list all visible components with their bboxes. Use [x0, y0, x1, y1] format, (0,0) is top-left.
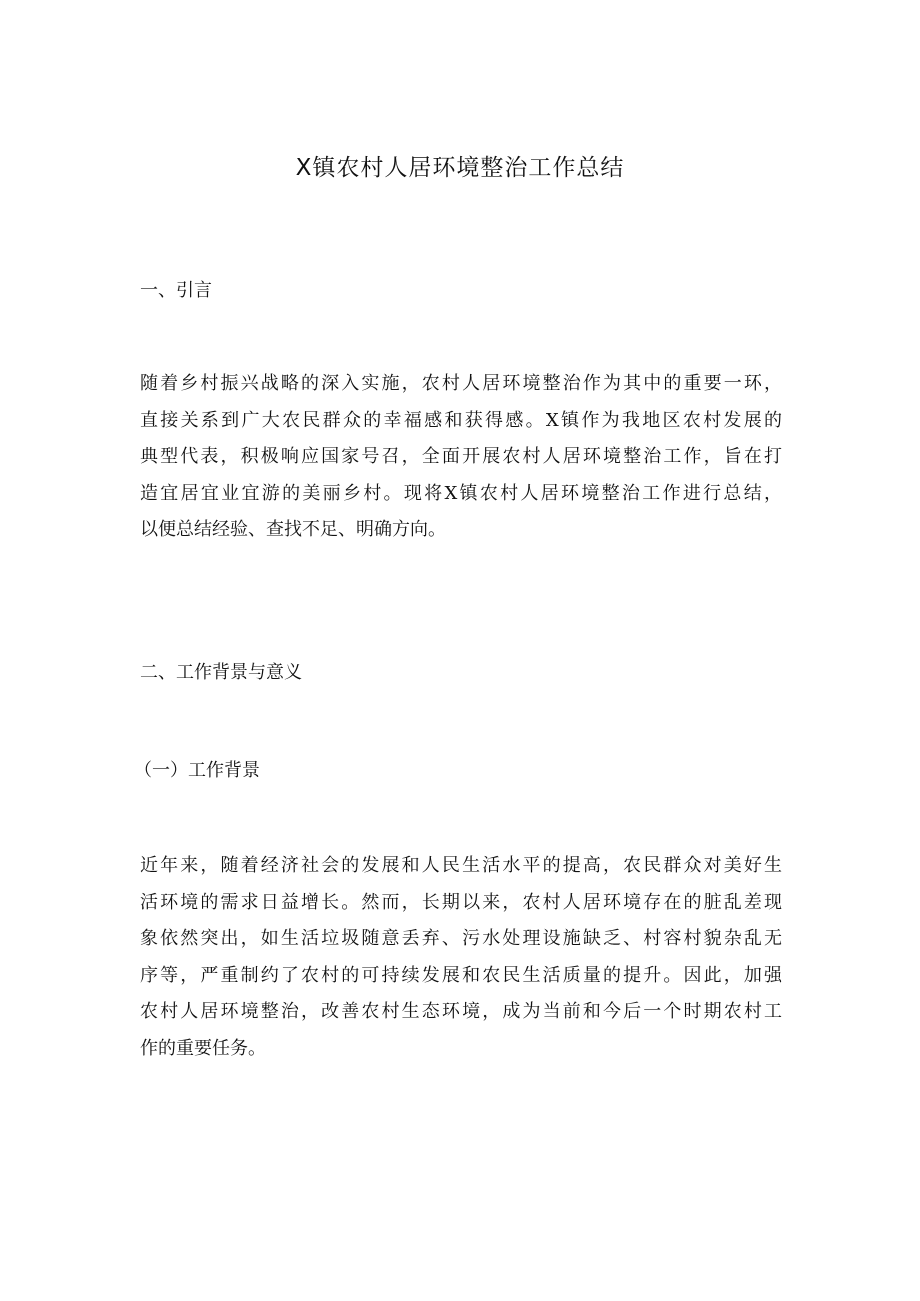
paragraph-line: 典型代表，积极响应国家号召，全面开展农村人居环境整治工作，旨在打: [140, 446, 782, 467]
introduction-paragraph: [140, 366, 782, 549]
paragraph-line: 象依然突出，如生活垃圾随意丢弃、污水处理设施缺乏、村容村貌杂乱无: [140, 928, 782, 949]
paragraph-line: 近年来，随着经济社会的发展和人民生活水平的提高，农民群众对美好生: [140, 855, 782, 876]
section-heading-introduction: 一、引言: [140, 280, 212, 301]
paragraph-line: 农村人居环境整治，改善农村生态环境，成为当前和今后一个时期农村工: [140, 1001, 782, 1022]
paragraph-line: 随着乡村振兴战略的深入实施，农村人居环境整治作为其中的重要一环，: [140, 373, 782, 394]
paragraph-line: 作的重要任务。: [140, 1037, 266, 1059]
section-heading-background: 二、工作背景与意义: [140, 662, 302, 683]
background-paragraph: [140, 848, 782, 1067]
paragraph-line: 以便总结经验、查找不足、明确方向。: [140, 519, 446, 540]
document-title: X镇农村人居环境整治工作总结: [295, 155, 625, 181]
paragraph-line: 活环境的需求日益增长。然而，长期以来，农村人居环境存在的脏乱差现: [140, 891, 782, 913]
paragraph-line: 序等，严重制约了农村的可持续发展和农民生活质量的提升。因此，加强: [140, 964, 782, 986]
paragraph-line: 直接关系到广大农民群众的幸福感和获得感。X镇作为我地区农村发展的: [140, 409, 782, 431]
paragraph-line: 造宜居宜业宜游的美丽乡村。现将X镇农村人居环境整治工作进行总结，: [140, 482, 782, 504]
subsection-heading-work-background: （一）工作背景: [134, 760, 260, 781]
